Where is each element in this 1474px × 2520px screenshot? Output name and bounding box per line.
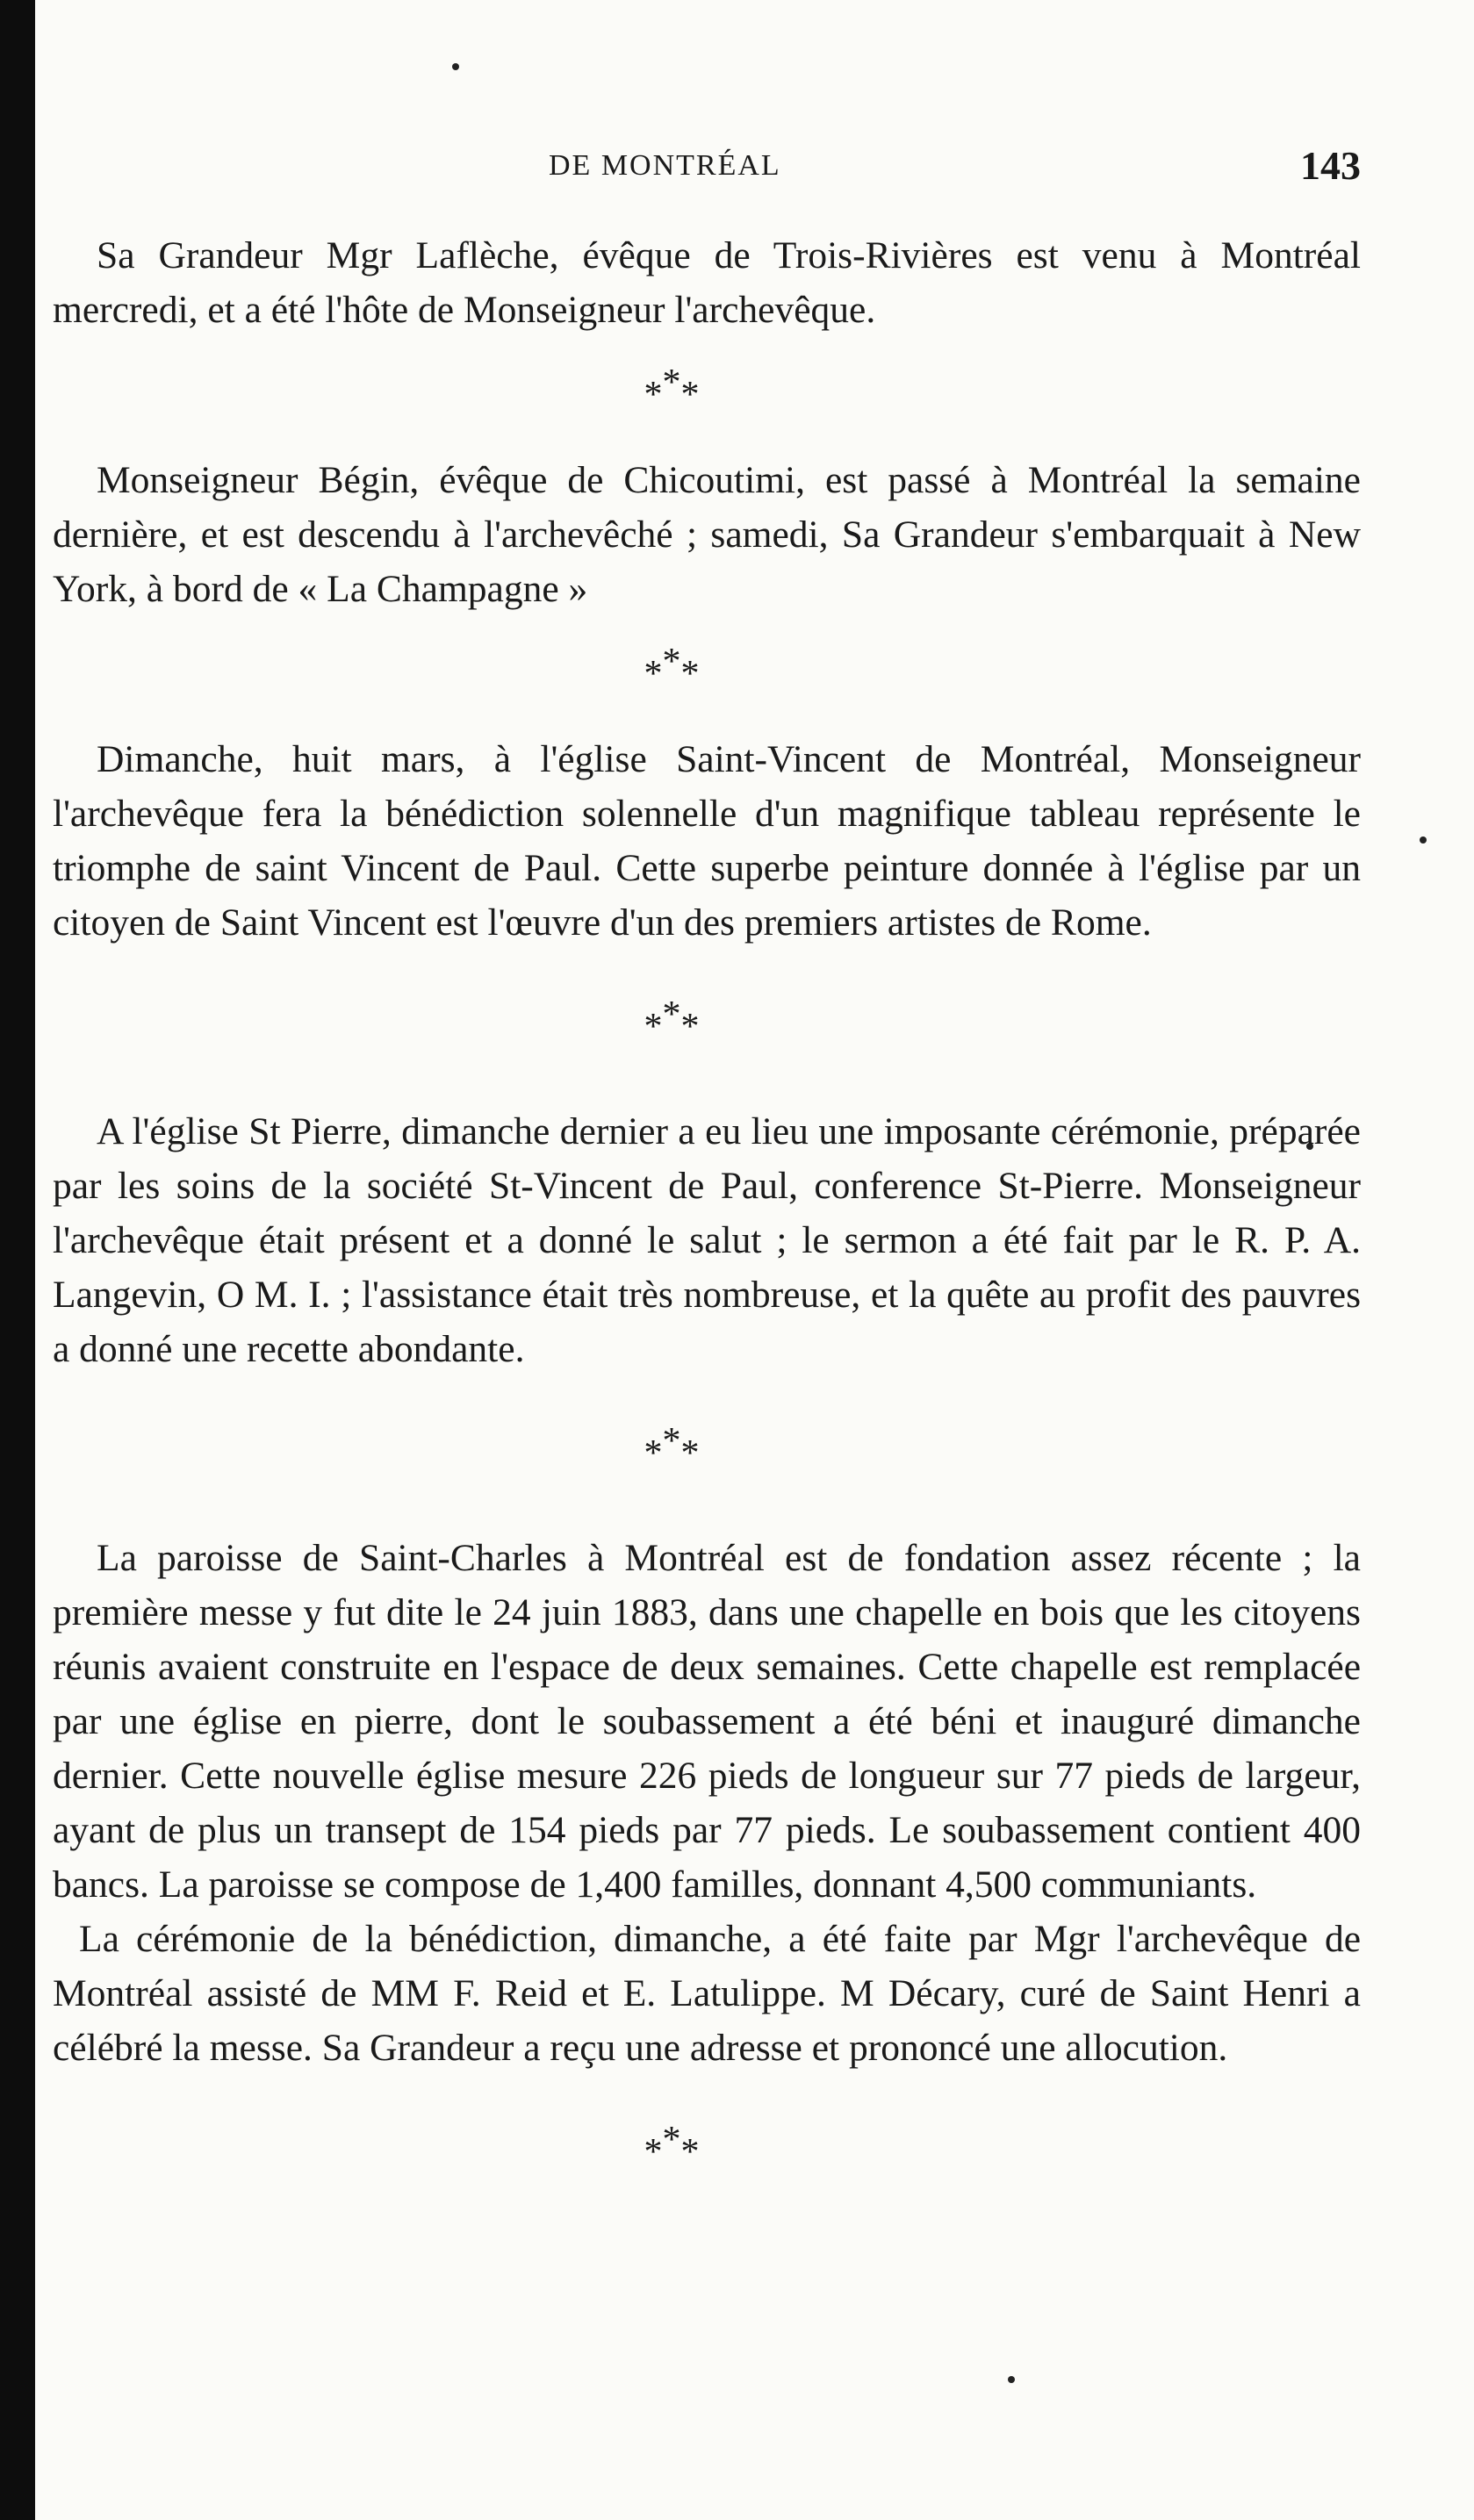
paragraph: La cérémonie de la bénédiction, dimanche, a été faite par Mgr l'archevêque de Montréal assisté de MM F. Reid et E. Latulippe. M Décary, curé de Saint Henri a célébré la messe. Sa Grandeur a reçu une adresse et prononcé une allocution. — [53, 1918, 1361, 2069]
asterism-separator: *** — [644, 1421, 700, 1474]
running-head: DE MONTRÉAL — [549, 149, 781, 182]
ink-speck — [1008, 2376, 1015, 2383]
paragraph: Dimanche, huit mars, à l'église Saint-Vincent de Montréal, Monseigneur l'archevêque fera la bénédiction solennelle d'un magnifique tableau représente le triomphe de saint Vincent de Paul. Cette superbe peinture donnée à l'église par un citoyen de Saint Vincent est l'œuvre d'un des premiers artistes de Rome. — [53, 738, 1361, 944]
paragraph: Sa Grandeur Mgr Laflèche, évêque de Trois-Rivières est venu à Montréal mercredi, et a été l'hôte de Monseigneur l'archevêque. — [53, 234, 1361, 331]
asterism-separator: *** — [644, 642, 700, 694]
article-body — [53, 228, 1361, 2229]
page-number: 143 — [1300, 143, 1361, 188]
paragraph: Monseigneur Bégin, évêque de Chicoutimi, est passé à Montréal la semaine dernière, et est descendu à l'archevêché ; samedi, Sa Grandeur s'embarquait à New York, à bord de « La Champagne » — [53, 459, 1361, 610]
asterism-separator: *** — [644, 363, 700, 415]
ink-speck — [1420, 836, 1427, 844]
paragraph: A l'église St Pierre, dimanche dernier a eu lieu une imposante cérémonie, préparée par les soins de la société St-Vincent de Paul, conference St-Pierre. Monseigneur l'archevêque était présent et a donné le salut ; le sermon a été fait par le R. P. A. Langevin, O M. I. ; l'assistance était très nombreuse, et la quête au profit des pauvres a donné une recette abondante. — [53, 1110, 1361, 1370]
ink-speck — [452, 63, 459, 70]
page-header — [53, 142, 1361, 195]
paragraph: La paroisse de Saint-Charles à Montréal est de fondation assez récente ; la première messe y fut dite le 24 juin 1883, dans une chapelle en bois que les citoyens réunis avaient construite en l'espace de deux semaines. Cette chapelle est remplacée par une église en pierre, dont le soubassement a été béni et inauguré dimanche dernier. Cette nouvelle église mesure 226 pieds de longueur sur 77 pieds de largeur, ayant de plus un transept de 154 pieds par 77 pieds. Le soubassement contient 400 bancs. La paroisse se compose de 1,400 familles, donnant 4,500 communiants. — [53, 1537, 1361, 1906]
asterism-separator: *** — [644, 2120, 700, 2172]
asterism-separator: *** — [644, 994, 700, 1047]
book-spine-shadow — [0, 0, 35, 2520]
